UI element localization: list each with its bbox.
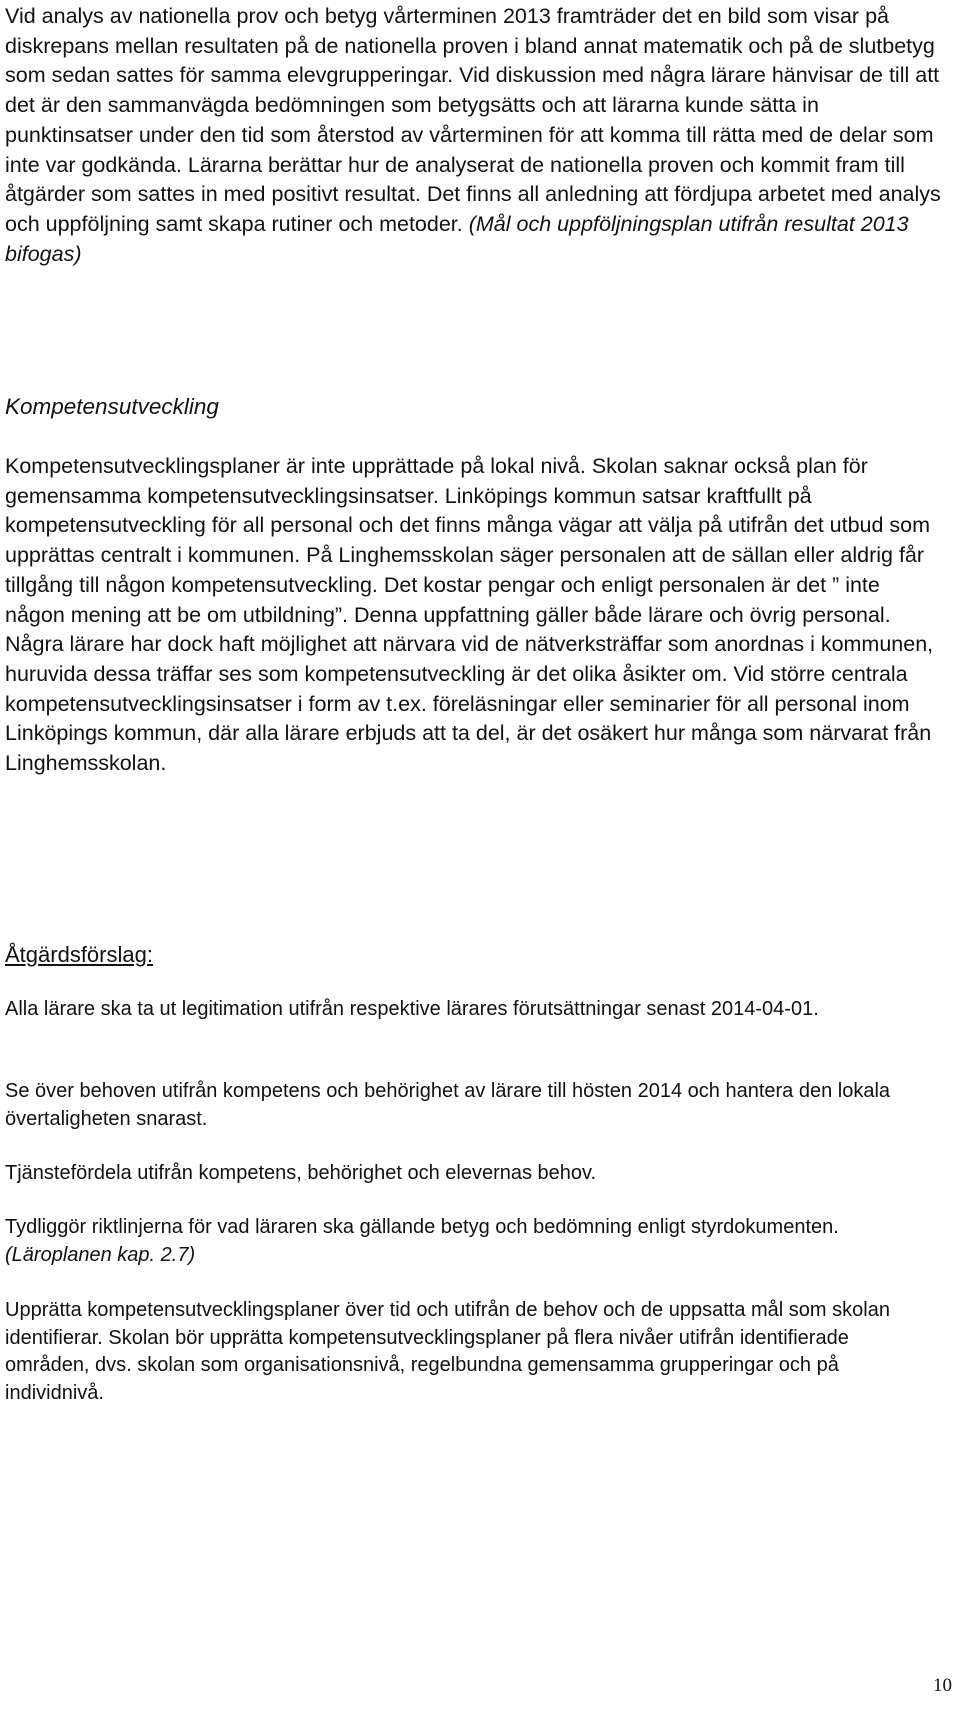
action-item-kompetensutvecklingsplaner: Upprätta kompetensutvecklingsplaner över tid och utifrån de behov och de uppsatta mål som skolan identifierar. Skolan bör upprätta kompetensutvecklingsplaner på flera nivåer utifrån identifierade områden, dvs. skolan som organisationsnivå, regelbundna gemensamma grupperingar och på individnivå. (5, 1299, 890, 1404)
page-number: 10 (933, 1675, 952, 1696)
intro-paragraph (5, 2, 950, 269)
action-item-behorighet: Se över behoven utifrån kompetens och behörighet av lärare till hösten 2014 och hantera den lokala övertaligheten snarast. (5, 1080, 891, 1130)
kompetensutveckling-paragraph: Kompetensutvecklingsplaner är inte upprättade på lokal nivå. Skolan saknar också plan för gemensamma kompetensutvecklingsinsatser. Linköpings kommun satsar kraftfullt på kompetensutveckling för all personal och det finns många vägar att välja på utifrån det utbud som upprättas centralt i kommunen. På Linghemsskolan säger personalen att de sällan eller aldrig får tillgång till någon kompetensutveckling. Det kostar pengar och enligt personalen är det ” inte någon mening att be om utbildning”. Denna uppfattning gäller både lärare och övrig personal. Några lärare har dock haft möjlighet att närvara vid de nätverksträffar som anordnas i kommunen, huruvida dessa träffar ses som kompetensutveckling är det olika åsikter om. Vid större centrala kompetensutvecklingsinsatser i form av t.ex. föreläsningar eller seminarier för all personal inom Linköpings kommun, där alla lärare erbjuds att ta del, är det osäkert hur många som närvarat från Linghemsskolan. (5, 454, 934, 776)
section-heading-kompetensutveckling: Kompetensutveckling (5, 394, 219, 419)
plan-attachment-note: (Mål och uppföljningsplan utifrån resultat 2013 bifogas) (5, 211, 909, 266)
action-item-tjanstefordela: Tjänstefördela utifrån kompetens, behörighet och elevernas behov. (5, 1162, 597, 1184)
laroplanen-reference: (Läroplanen kap. 2.7) (5, 1243, 196, 1266)
action-item-riktlinjer (5, 1214, 905, 1269)
action-item-legitimation: Alla lärare ska ta ut legitimation utifrån respektive lärares förutsättningar senast 2014-04-01. (5, 998, 819, 1020)
section-heading-atgardsforslag: Åtgärdsförslag: (5, 942, 153, 967)
intro-paragraph-text: Vid analys av nationella prov och betyg vårterminen 2013 framträder det en bild som visar på diskrepans mellan resultaten på de nationella proven i bland annat matematik och på de slutbetyg som sedan sattes för samma elevgrupperingar. Vid diskussion med några lärare hänvisar de till att det är den sammanvägda bedömningen som betygsätts och att lärarna kunde sätta in punktinsatser under den tid som återstod av vårterminen för att komma till rätta med de delar som inte var godkända. Lärarna berättar hur de analyserat de nationella proven och kommit fram till åtgärder som sattes in med positivt resultat. Det finns all anledning att fördjupa arbetet med analys och uppföljning samt skapa rutiner och metoder. (5, 4, 941, 236)
action-item-riktlinjer-text: Tydliggör riktlinjerna för vad läraren ska gällande betyg och bedömning enligt styrdokumenten. (5, 1216, 839, 1238)
